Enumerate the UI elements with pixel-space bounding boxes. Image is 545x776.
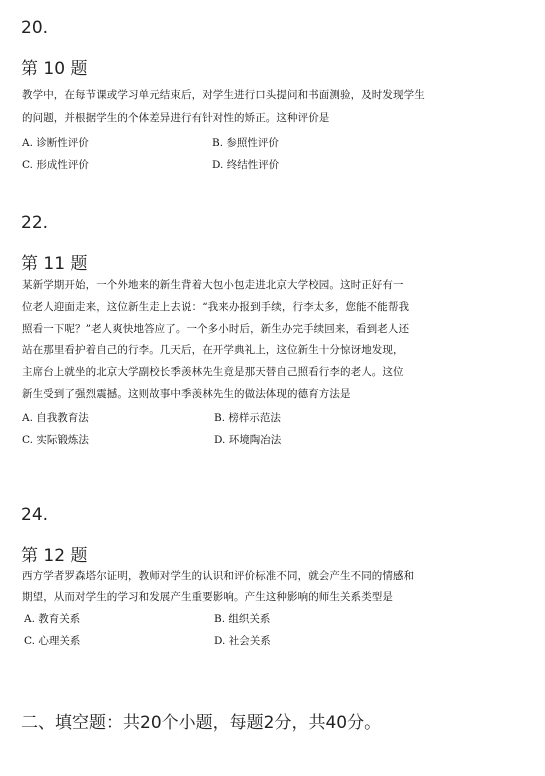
option-a[interactable]: A. 诊断性评价 (22, 137, 89, 149)
option-c[interactable]: C. 形成性评价 (22, 159, 89, 171)
question-stem: 教学中，在每节课或学习单元结束后，对学生进行口头提问和书面测验，及时发现学生的问题，并根据学生的个体差异进行有针对性的矫正。这种评价是 (22, 89, 425, 124)
option-b[interactable]: B. 榜样示范法 (214, 411, 281, 424)
option-c[interactable]: C. 实际锻炼法 (22, 433, 89, 446)
question-title: 第 12 题 (21, 546, 88, 566)
question-stem: 某新学期开始，一个外地来的新生背着大包小包走进北京大学校园。这时正好有一位老人迎面走来，这位新生走上去说：“我来办报到手续，行李太多，您能不能帮我照看一下呢？”老人爽快地答应了。一个多小时后，新生办完手续回来，看到老人还站在那里看护着自己的行李。几天后，在开学典礼上，这位新生十分惊讶地发现，主席台上就坐的北京大学副校长季羡林先生竟是那天替自己照看行李的老人。这位新生受到了强烈震撼。这则故事中季羡林先生的做法体现的德育方法是 (22, 279, 410, 400)
option-b[interactable]: B. 组织关系 (214, 613, 271, 625)
question-number: 20. (21, 18, 49, 38)
options-group (18, 129, 426, 175)
options-group (18, 406, 414, 452)
option-c[interactable]: C. 心理关系 (24, 635, 81, 647)
options-group (18, 607, 416, 653)
question-scan-image (18, 566, 416, 653)
question-number: 24. (21, 505, 49, 525)
option-b[interactable]: B. 参照性评价 (212, 137, 279, 149)
section-heading: 二、填空题：共20个小题，每题2分，共40分。 (21, 713, 382, 733)
question-stem: 西方学者罗森塔尔证明，教师对学生的认识和评价标准不同，就会产生不同的情感和期望，从而对学生的学习和发展产生重要影响。产生这种影响的师生关系类型是 (22, 570, 415, 603)
question-number: 22. (21, 213, 49, 233)
question-scan-image (18, 275, 414, 452)
question-scan-image (18, 84, 426, 175)
option-d[interactable]: D. 环境陶冶法 (214, 433, 282, 446)
question-title: 第 11 题 (21, 254, 88, 274)
option-d[interactable]: D. 社会关系 (214, 635, 271, 647)
option-a[interactable]: A. 教育关系 (24, 613, 81, 625)
question-title: 第 10 题 (21, 59, 88, 79)
option-a[interactable]: A. 自我教育法 (22, 411, 89, 424)
option-d[interactable]: D. 终结性评价 (212, 159, 280, 171)
